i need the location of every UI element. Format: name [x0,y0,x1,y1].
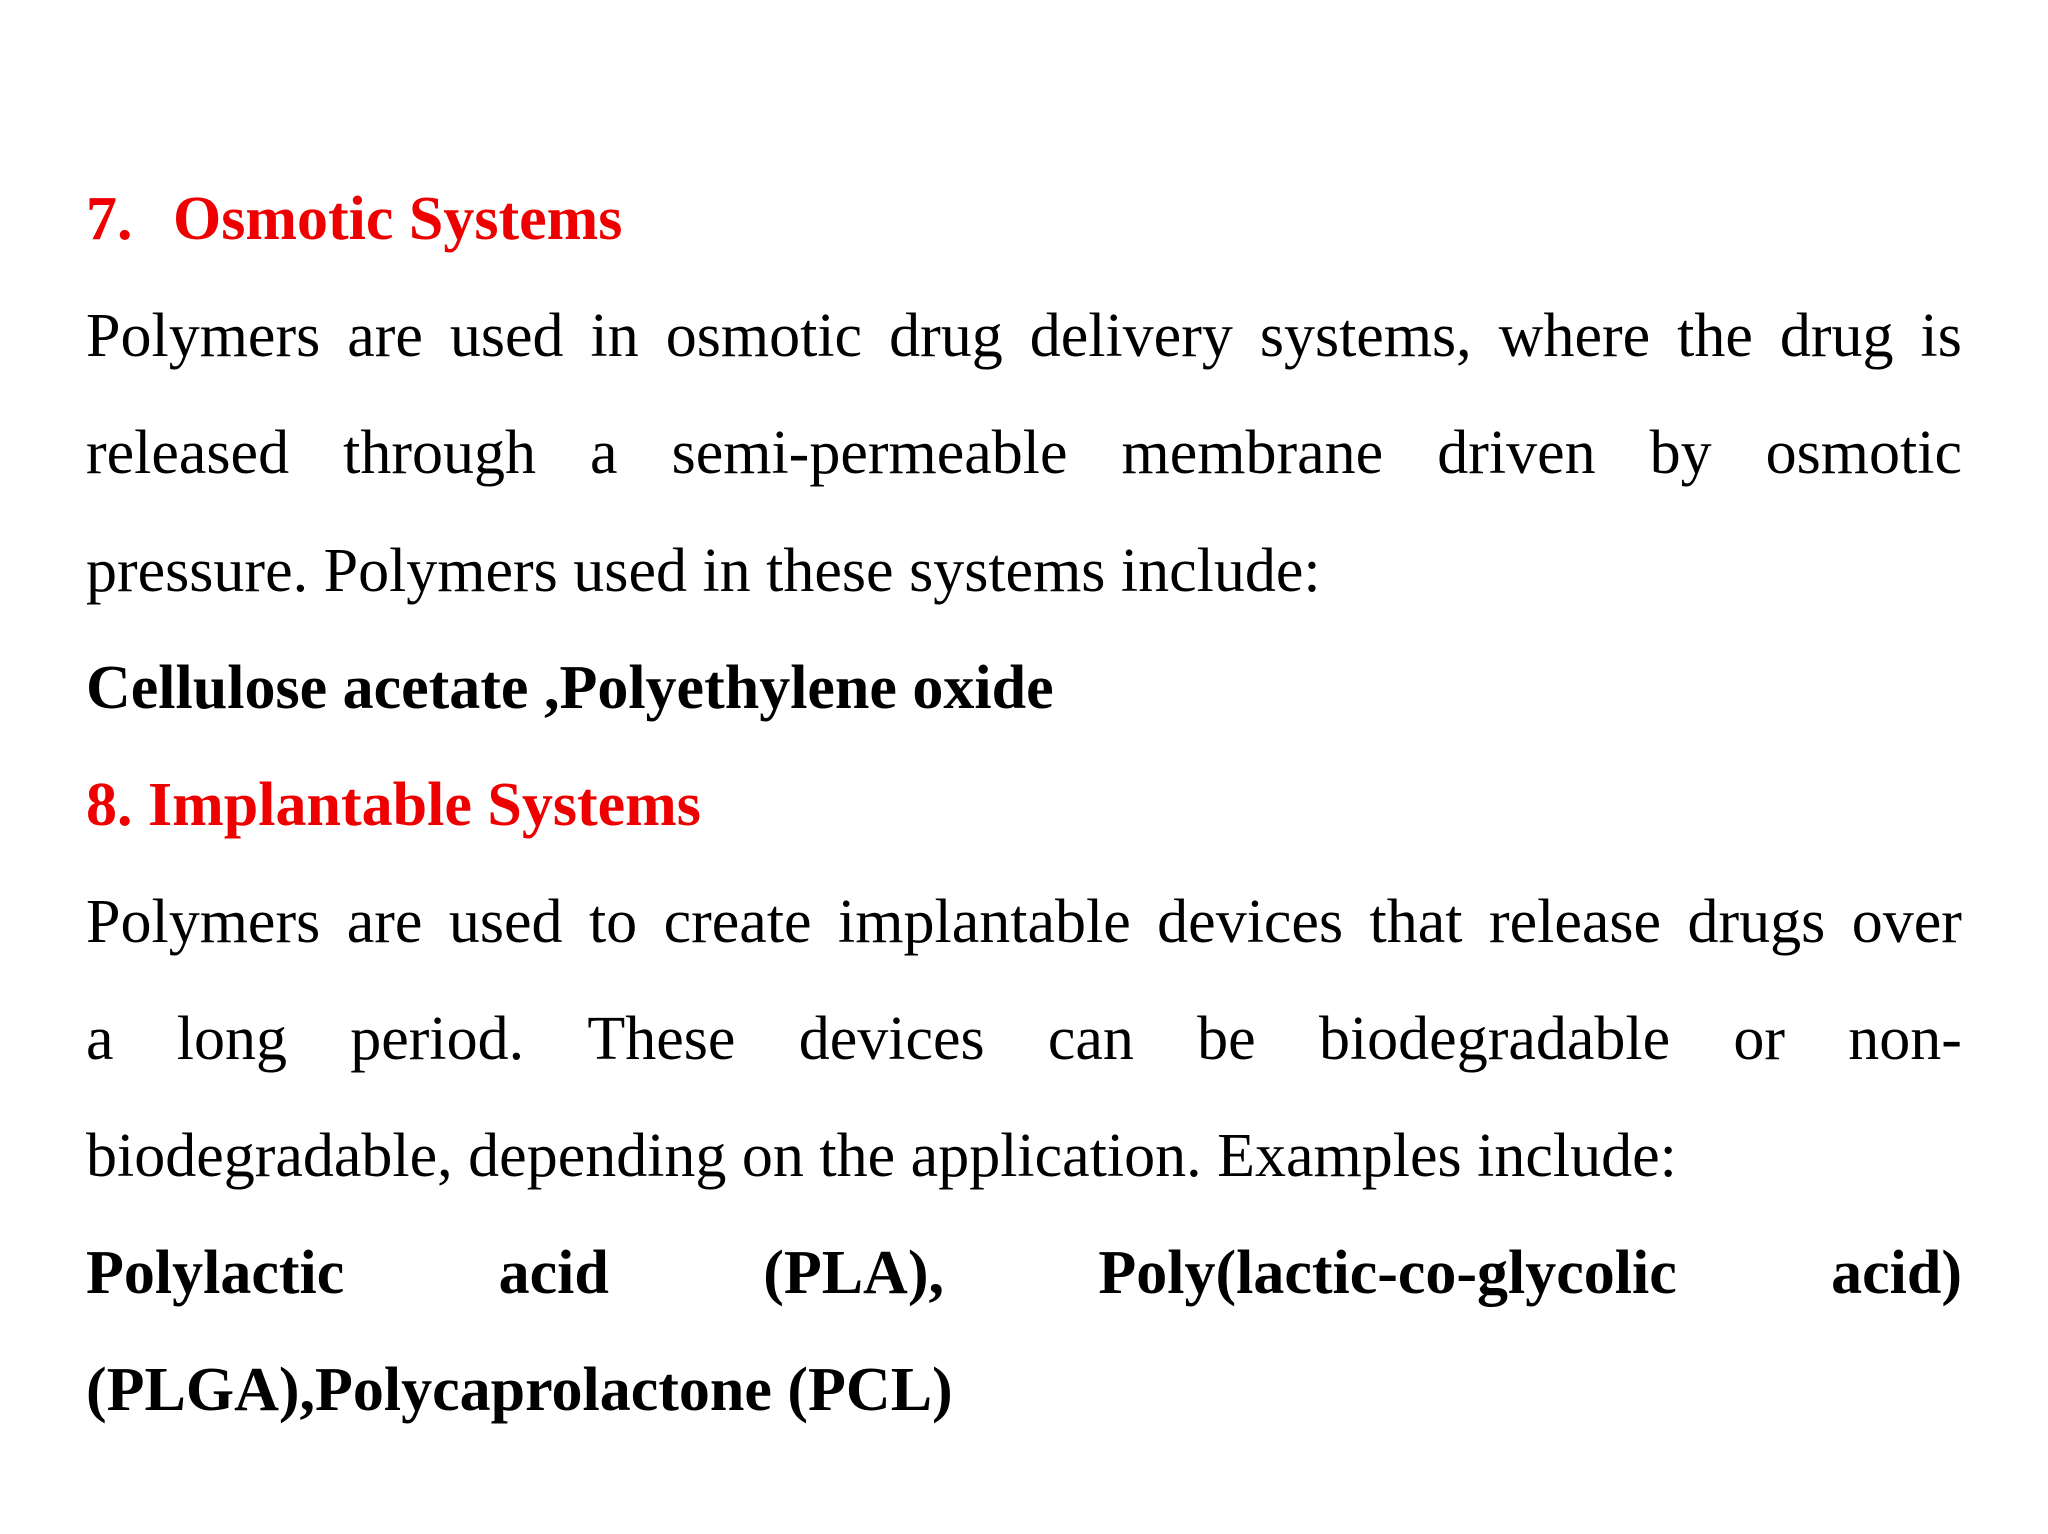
word: over [1851,888,1962,956]
word: create [663,888,812,956]
word: acid) [1831,1239,1962,1307]
section-8-paragraph-line-2 [86,1005,1962,1073]
word: is [1920,302,1962,370]
word: implantable [838,888,1131,956]
word: Polymers [86,302,321,370]
word: These [587,1005,736,1073]
word: Poly(lactic-co-glycolic [1098,1239,1677,1307]
word: to [588,888,638,956]
word: drugs [1687,888,1826,956]
word: driven [1437,419,1596,487]
word: through [343,419,536,487]
word: period. [350,1005,525,1073]
section-7-paragraph-line-3: pressure. Polymers used in these systems include: [86,537,1321,605]
section-8-heading: 8. Implantable Systems [86,771,701,839]
word: by [1649,419,1712,487]
section-7-paragraph-line-1 [86,302,1962,370]
word: are [346,888,423,956]
word: or [1733,1005,1786,1073]
word: used [448,888,563,956]
word: drug [889,302,1003,370]
word: devices [798,1005,985,1073]
word: biodegradable [1318,1005,1671,1073]
word: osmotic [665,302,863,370]
section-8-examples-line-2: (PLGA),Polycaprolactone (PCL) [86,1356,953,1424]
word: be [1197,1005,1256,1073]
word: release [1488,888,1662,956]
word: acid [498,1239,609,1307]
section-8-examples-line-1 [86,1239,1962,1307]
section-8-paragraph-line-3: biodegradable, depending on the application. Examples include: [86,1122,1677,1190]
word: drug [1779,302,1894,370]
word: membrane [1121,419,1384,487]
word: that [1369,888,1463,956]
section-7-examples: Cellulose acetate ,Polyethylene oxide [86,654,1054,722]
word: released [86,419,290,487]
word: non- [1848,1005,1962,1073]
word: used [449,302,564,370]
word: the [1677,302,1753,370]
word: are [347,302,423,370]
word: semi-permeable [671,419,1068,487]
section-8-paragraph-line-1 [86,888,1962,956]
document-page [86,0,1962,1534]
word: delivery [1029,302,1233,370]
section-7-number: 7. [86,185,133,253]
word: Polylactic [86,1239,345,1307]
word: systems, [1259,302,1472,370]
section-7-paragraph-line-2 [86,419,1962,487]
word: can [1047,1005,1134,1073]
word: (PLA), [763,1239,944,1307]
word: osmotic [1765,419,1962,487]
section-7-title: Osmotic Systems [173,185,623,253]
word: a [590,419,618,487]
word: Polymers [86,888,321,956]
section-7-heading [86,185,1962,253]
word: a [86,1005,114,1073]
word: in [590,302,639,370]
word: where [1498,302,1651,370]
word: devices [1157,888,1344,956]
word: long [176,1005,288,1073]
